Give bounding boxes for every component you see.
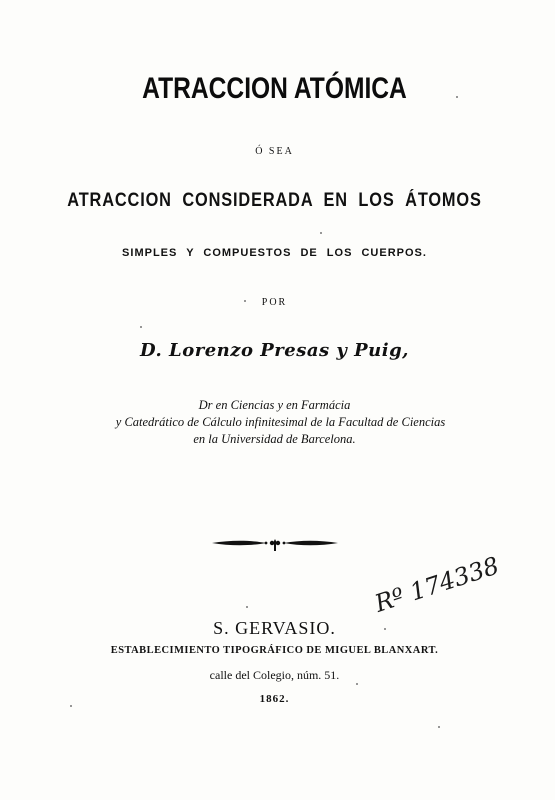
paper-speck — [140, 326, 142, 328]
paper-speck — [456, 96, 458, 98]
svg-text:Rº 174338: Rº 174338 — [371, 551, 503, 618]
imprint-establishment: ESTABLECIMIENTO TIPOGRÁFICO DE MIGUEL BLANXART. — [110, 644, 439, 656]
author-credential-3: en la Universidad de Barcelona. — [193, 432, 356, 446]
paper-speck — [244, 300, 246, 302]
library-registration-stamp-icon — [368, 535, 503, 618]
connector-text: Ó SEA — [255, 146, 294, 157]
by-label: POR — [261, 297, 288, 308]
author-credential-1: Dr en Ciencias y en Farmácia — [198, 398, 351, 412]
author-credential-2: y Catedrático de Cálculo infinitesimal de la Facultad de Ciencias — [115, 415, 446, 429]
paper-speck — [70, 705, 72, 707]
paper-speck — [320, 232, 322, 234]
paper-speck — [246, 606, 248, 608]
book-title: ATRACCION ATÓMICA — [142, 72, 407, 105]
book-subtitle-secondary: SIMPLES Y COMPUESTOS DE LOS CUERPOS. — [122, 247, 427, 259]
decorative-ornament-icon — [210, 533, 340, 553]
paper-speck — [438, 726, 440, 728]
paper-speck — [384, 628, 386, 630]
paper-speck — [356, 683, 358, 685]
author-name: D. Lorenzo Presas y Puig, — [140, 340, 409, 361]
imprint-place: S. GERVASIO. — [213, 618, 336, 638]
book-subtitle: ATRACCION CONSIDERADA EN LOS ÁTOMOS — [67, 190, 482, 211]
imprint-street: calle del Colegio, núm. 51. — [209, 668, 340, 682]
imprint-year: 1862. — [259, 693, 290, 705]
